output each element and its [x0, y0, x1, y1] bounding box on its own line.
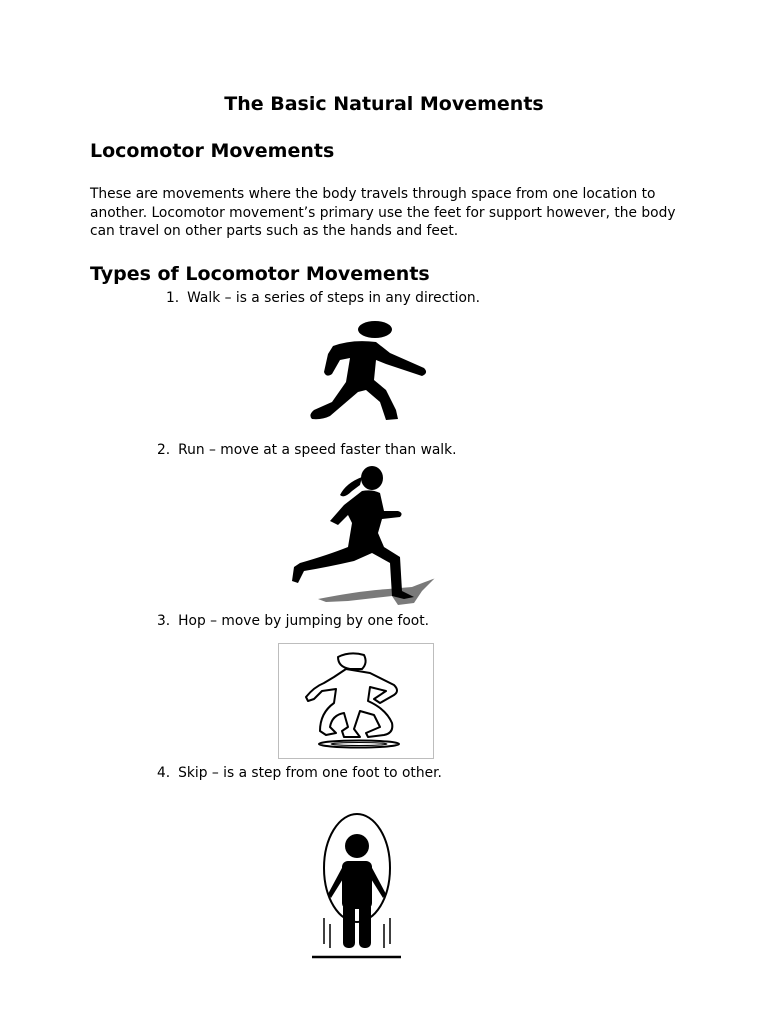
skipping-rope-person-icon — [310, 810, 406, 962]
hopping-person-icon — [278, 643, 434, 759]
list-item-walk — [166, 289, 480, 307]
list-text: Walk – is a series of steps in any direction. — [187, 290, 481, 306]
list-number: 2. — [157, 442, 171, 458]
running-person-icon — [288, 463, 440, 609]
list-item-run — [157, 441, 457, 459]
list-number: 1. — [166, 290, 180, 306]
list-item-hop — [157, 612, 429, 630]
page-title: The Basic Natural Movements — [224, 93, 544, 115]
section-heading: Locomotor Movements — [90, 140, 335, 162]
types-heading: Types of Locomotor Movements — [90, 263, 430, 285]
walking-person-icon — [306, 320, 428, 426]
list-item-skip — [157, 764, 442, 782]
list-text: Run – move at a speed faster than walk. — [178, 442, 457, 458]
intro-paragraph: These are movements where the body travels through space from one location to another. Locomotor movement’s primary use the feet for support however, the body can travel on other parts such as the hands and feet. — [90, 186, 676, 239]
list-text: Skip – is a step from one foot to other. — [178, 765, 442, 781]
list-text: Hop – move by jumping by one foot. — [178, 613, 430, 629]
list-number: 4. — [157, 765, 171, 781]
list-number: 3. — [157, 613, 171, 629]
